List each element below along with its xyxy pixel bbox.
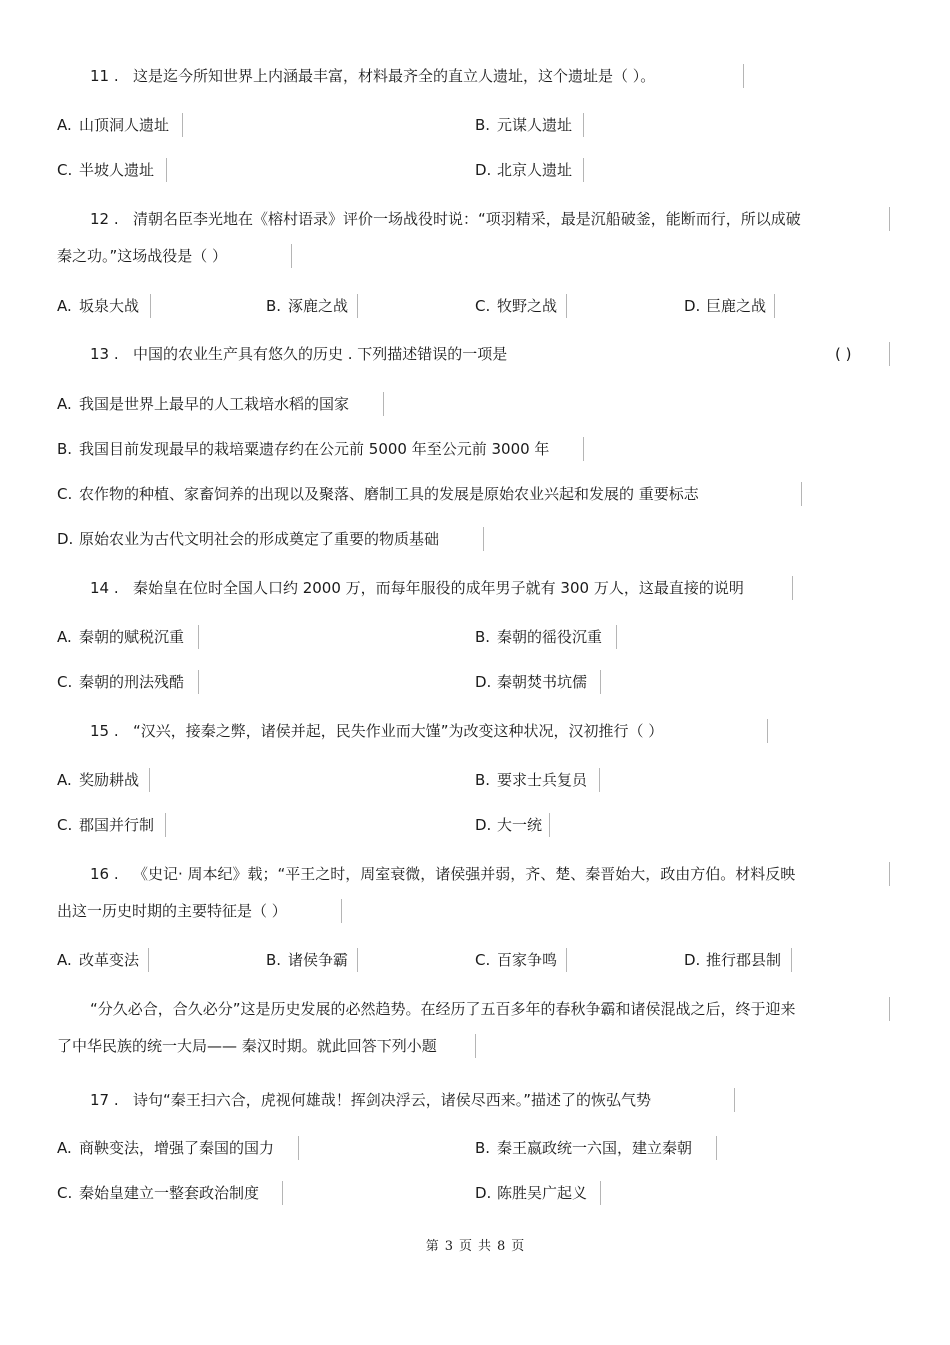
option-text: 我国是世界上最早的人工栽培水稻的国家	[79, 395, 350, 413]
option-text: 推行郡县制	[706, 951, 782, 969]
question-number: 14 .	[90, 579, 119, 597]
divider	[475, 1034, 476, 1058]
divider	[182, 113, 183, 137]
divider	[889, 207, 890, 231]
option-c[interactable]: C. 牧野之战	[475, 297, 558, 315]
question-number: 17 .	[90, 1091, 119, 1109]
question-number: 13 .	[90, 345, 119, 363]
option-c[interactable]: C. 农作物的种植、家畜饲养的出现以及聚落、磨制工具的发展是原始农业兴起和发展的 重要标志	[57, 485, 699, 503]
option-b[interactable]: B. 涿鹿之战	[266, 297, 349, 315]
answer-paren: ( )	[835, 345, 852, 363]
option-d[interactable]: D. 大一统	[475, 816, 543, 834]
option-text: 半坡人遗址	[79, 161, 155, 179]
option-b[interactable]: B. 秦王嬴政统一六国，建立秦朝	[475, 1139, 693, 1157]
question-text: 中国的农业生产具有悠久的历史 . 下列描述错误的一项是	[132, 345, 508, 363]
option-b[interactable]: B. 秦朝的徭役沉重	[475, 628, 603, 646]
question-13-stem	[90, 344, 507, 364]
option-d[interactable]: D. 秦朝焚书坑儒	[475, 673, 588, 691]
question-number: 11 .	[90, 67, 119, 85]
question-17-stem	[90, 1090, 651, 1110]
option-text: 农作物的种植、家畜饲养的出现以及聚落、磨制工具的发展是原始农业兴起和发展的 重要标志	[79, 485, 699, 503]
option-b[interactable]: B. 我国目前发现最早的栽培粟遗存约在公元前 5000 年至公元前 3000 年	[57, 440, 550, 458]
divider	[716, 1136, 717, 1160]
divider	[149, 768, 150, 792]
question-12-stem	[90, 209, 801, 229]
divider	[566, 948, 567, 972]
divider	[150, 294, 151, 318]
option-text: 改革变法	[79, 951, 140, 969]
option-b[interactable]: B. 要求士兵复员	[475, 771, 588, 789]
option-a[interactable]: A. 奖励耕战	[57, 771, 140, 789]
option-c[interactable]: C. 秦始皇建立一整套政治制度	[57, 1184, 260, 1202]
passage-text-continued: 了中华民族的统一大局—— 秦汉时期。就此回答下列小题	[57, 1037, 437, 1055]
question-text: 清朝名臣李光地在《榕村语录》评价一场战役时说：“项羽精采，最是沉船破釜，能断而行，所以成破	[132, 210, 801, 228]
option-c[interactable]: C. 郡国并行制	[57, 816, 155, 834]
option-a[interactable]: A. 商鞅变法，增强了秦国的国力	[57, 1139, 275, 1157]
divider	[734, 1088, 735, 1112]
divider	[148, 948, 149, 972]
current-page: 3	[444, 1239, 453, 1254]
divider	[774, 294, 775, 318]
question-11-stem	[90, 66, 655, 86]
passage-text: “分久必合，合久必分”这是历史发展的必然趋势。在经历了五百多年的春秋争霸和诸侯混战之后，终于迎来	[90, 1000, 796, 1018]
option-d[interactable]: D. 陈胜吴广起义	[475, 1184, 588, 1202]
option-text: 秦朝的赋税沉重	[79, 628, 185, 646]
option-text: 陈胜吴广起义	[497, 1184, 588, 1202]
divider	[792, 576, 793, 600]
option-text: 商鞅变法，增强了秦国的国力	[79, 1139, 275, 1157]
question-14-stem	[90, 578, 744, 598]
question-text: “汉兴，接秦之弊，诸侯并起，民失作业而大馑”为改变这种状况，汉初推行（ ）	[132, 722, 664, 740]
question-text: 诗句“秦王扫六合，虎视何雄哉！挥剑决浮云，诸侯尽西来。”描述了的恢弘气势	[132, 1091, 651, 1109]
divider	[549, 813, 550, 837]
question-text-continued: 秦之功。”这场战役是（ ）	[57, 247, 228, 265]
question-text: 秦始皇在位时全国人口约 2000 万，而每年服役的成年男子就有 300 万人，这最直接的说明	[132, 579, 744, 597]
divider	[767, 719, 768, 743]
option-text: 巨鹿之战	[706, 297, 767, 315]
question-number: 16 .	[90, 865, 119, 883]
divider	[166, 158, 167, 182]
divider	[341, 899, 342, 923]
option-text: 元谋人遗址	[497, 116, 573, 134]
option-d[interactable]: D. 推行郡县制	[684, 951, 782, 969]
divider	[889, 997, 890, 1021]
question-text-continued: 出这一历史时期的主要特征是（ ）	[57, 902, 287, 920]
question-text: 这是迄今所知世界上内涵最丰富，材料最齐全的直立人遗址，这个遗址是（ ）。	[132, 67, 656, 85]
divider	[383, 392, 384, 416]
question-number: 15 .	[90, 722, 119, 740]
divider	[583, 158, 584, 182]
divider	[483, 527, 484, 551]
option-b[interactable]: B. 诸侯争霸	[266, 951, 349, 969]
divider	[198, 625, 199, 649]
divider	[357, 294, 358, 318]
option-text: 郡国并行制	[79, 816, 155, 834]
option-a[interactable]: A. 坂泉大战	[57, 297, 140, 315]
divider	[291, 244, 292, 268]
divider	[889, 342, 890, 366]
divider	[165, 813, 166, 837]
option-c[interactable]: C. 半坡人遗址	[57, 161, 155, 179]
option-text: 要求士兵复员	[497, 771, 588, 789]
option-text: 秦朝焚书坑儒	[497, 673, 588, 691]
divider	[889, 862, 890, 886]
divider	[357, 948, 358, 972]
question-16-stem	[90, 864, 795, 884]
divider	[298, 1136, 299, 1160]
option-c[interactable]: C. 百家争鸣	[475, 951, 558, 969]
option-text: 山顶洞人遗址	[79, 116, 170, 134]
option-text: 秦朝的刑法残酷	[79, 673, 185, 691]
divider	[791, 948, 792, 972]
divider	[616, 625, 617, 649]
question-15-stem	[90, 721, 663, 741]
option-d[interactable]: D. 原始农业为古代文明社会的形成奠定了重要的物质基础	[57, 530, 440, 548]
option-text: 百家争鸣	[497, 951, 558, 969]
option-text: 坂泉大战	[79, 297, 140, 315]
divider	[599, 768, 600, 792]
option-a[interactable]: A. 秦朝的赋税沉重	[57, 628, 185, 646]
option-b[interactable]: B. 元谋人遗址	[475, 116, 573, 134]
option-text: 奖励耕战	[79, 771, 140, 789]
option-c[interactable]: C. 秦朝的刑法残酷	[57, 673, 185, 691]
option-text: 原始农业为古代文明社会的形成奠定了重要的物质基础	[79, 530, 440, 548]
divider	[743, 64, 744, 88]
option-text: 北京人遗址	[497, 161, 573, 179]
total-pages: 8	[497, 1239, 506, 1254]
divider	[600, 1181, 601, 1205]
divider	[282, 1181, 283, 1205]
option-text: 牧野之战	[497, 297, 558, 315]
option-text: 秦始皇建立一整套政治制度	[79, 1184, 260, 1202]
divider	[801, 482, 802, 506]
option-d[interactable]: D. 巨鹿之战	[684, 297, 767, 315]
question-text: 《史记· 周本纪》载；“平王之时，周室衰微，诸侯强并弱，齐、楚、秦晋始大，政由方伯。材料反映	[132, 865, 796, 883]
option-text: 秦王嬴政统一六国，建立秦朝	[497, 1139, 693, 1157]
divider	[600, 670, 601, 694]
divider	[198, 670, 199, 694]
page-footer: 第 3 页 共 8 页	[425, 1239, 525, 1254]
divider	[566, 294, 567, 318]
option-d[interactable]: D. 北京人遗址	[475, 161, 573, 179]
divider	[583, 437, 584, 461]
option-text: 大一统	[497, 816, 543, 834]
option-text: 涿鹿之战	[288, 297, 349, 315]
option-a[interactable]: A. 改革变法	[57, 951, 140, 969]
option-text: 诸侯争霸	[288, 951, 349, 969]
option-text: 秦朝的徭役沉重	[497, 628, 603, 646]
question-number: 12 .	[90, 210, 119, 228]
option-a[interactable]: A. 山顶洞人遗址	[57, 116, 170, 134]
option-a[interactable]: A. 我国是世界上最早的人工栽培水稻的国家	[57, 395, 350, 413]
option-text: 我国目前发现最早的栽培粟遗存约在公元前 5000 年至公元前 3000 年	[79, 440, 550, 458]
divider	[583, 113, 584, 137]
